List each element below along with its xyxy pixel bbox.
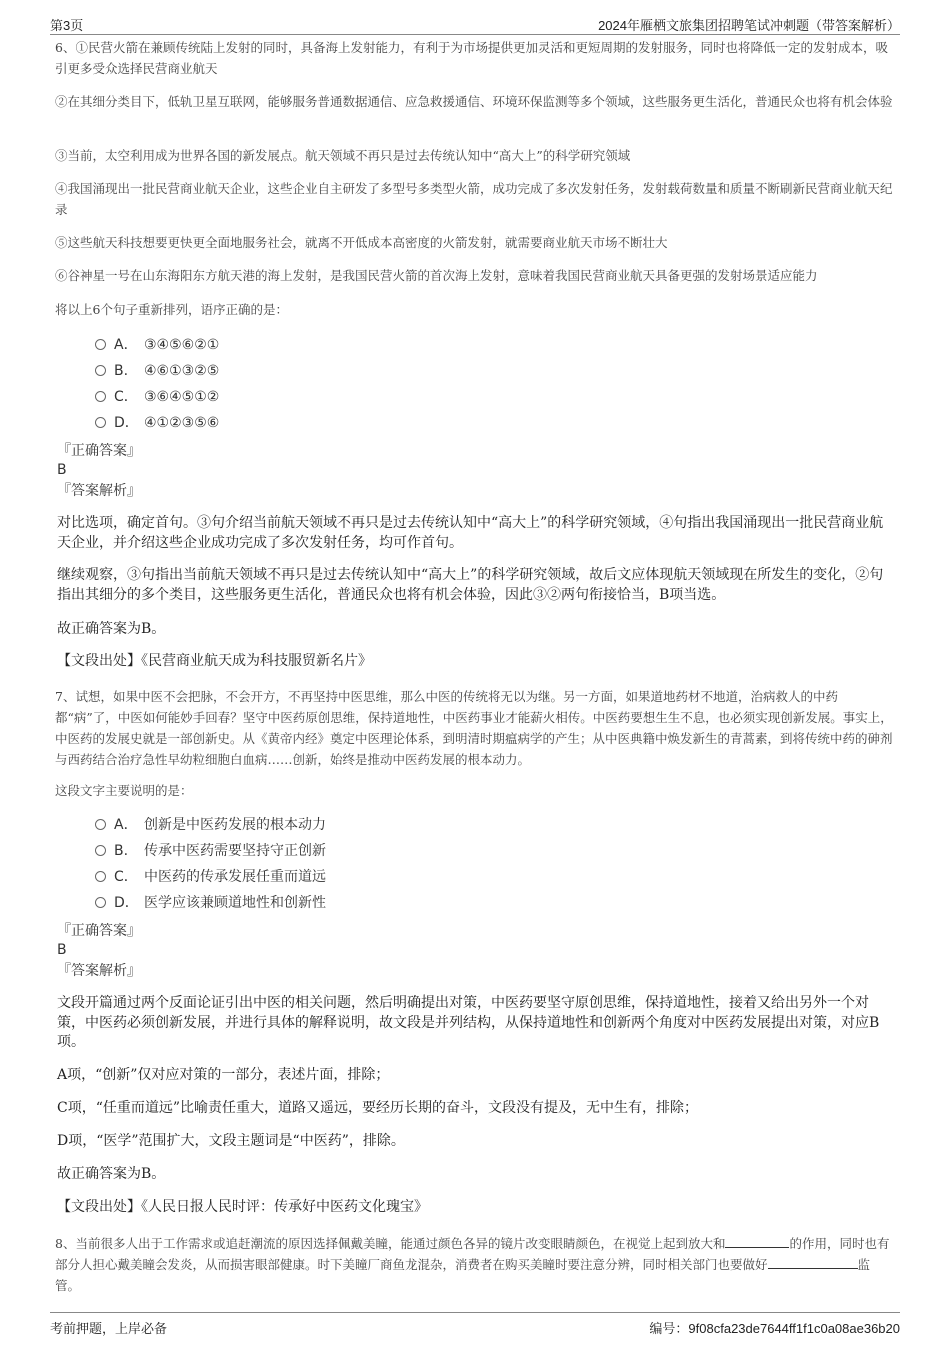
- page-header: [50, 12, 900, 35]
- page-footer: [50, 1312, 900, 1335]
- option-text: 医学应该兼顾道地性和创新性: [144, 895, 326, 911]
- radio-icon[interactable]: [95, 365, 106, 376]
- q6-sentence-6: ⑥谷神星一号在山东海阳东方航天港的海上发射，是我国民营火箭的首次海上发射，意味着我国民营商业航天具备更强的发射场景适应能力: [55, 268, 818, 283]
- q7-answer-label: 『正确答案』: [57, 923, 141, 939]
- q7-option-b[interactable]: [95, 841, 326, 861]
- q6-analysis-label: 『答案解析』: [57, 483, 141, 499]
- option-text: 创新是中医药发展的根本动力: [144, 817, 326, 833]
- radio-icon[interactable]: [95, 391, 106, 402]
- q6-analysis-p2: 继续观察，③句指出当前航天领域不再只是过去传统认知中“高大上”的科学研究领域，故后文应体现航天领域现在所发生的变化，②句指出其细分的多个类目，这些服务更生活化，普通民众也将有机会体验，因此③②两句衔接恰当，B项当选。: [57, 567, 884, 603]
- q6-option-b[interactable]: [95, 361, 219, 381]
- q7-analysis-p4: D项，“医学”范围扩大，文段主题词是“中医药”，排除。: [57, 1133, 405, 1149]
- q8-text-2: 的作用，同时也有部分人担心戴美瞳会发炎，从而损害眼部健康。时下美瞳厂商鱼龙混杂，消费者在购买美瞳时要注意分辨，同时相关部门也要做好: [55, 1236, 890, 1272]
- q7-analysis-p2: A项，“创新”仅对应对策的一部分，表述片面，排除；: [57, 1067, 390, 1083]
- radio-icon[interactable]: [95, 897, 106, 908]
- q6-sentence-1: 6、①民营火箭在兼顾传统陆上发射的同时，具备海上发射能力，有利于为市场提供更加灵活和更短周期的发射服务，同时也将降低一定的发射成本，吸引更多受众选择民营商业航天: [55, 40, 888, 76]
- q7-answer: B: [57, 942, 67, 958]
- option-text: ④⑥①③②⑤: [144, 363, 220, 379]
- q6-answer-label: 『正确答案』: [57, 443, 141, 459]
- option-key: A．: [114, 337, 138, 353]
- q6-option-d[interactable]: [95, 413, 219, 433]
- option-key: C．: [114, 869, 138, 885]
- radio-icon[interactable]: [95, 417, 106, 428]
- q7-analysis-label: 『答案解析』: [57, 963, 141, 979]
- option-text: 传承中医药需要坚持守正创新: [144, 843, 326, 859]
- q7-analysis-p3: C项，“任重而道远”比喻责任重大，道路又遥远，要经历长期的奋斗，文段没有提及，无中生有，排除；: [57, 1100, 699, 1116]
- q8-text-1: 8、当前很多人出于工作需求或追赶潮流的原因选择佩戴美瞳，能通过颜色各异的镜片改变眼睛颜色，在视觉上起到放大和: [55, 1236, 726, 1251]
- q7-option-a[interactable]: [95, 815, 326, 835]
- q6-sentence-2: ②在其细分类目下，低轨卫星互联网，能够服务普通数据通信、应急救援通信、环境环保监测等多个领域，这些服务更生活化，普通民众也将有机会体验: [55, 94, 893, 109]
- q6-option-c[interactable]: [95, 387, 219, 407]
- q7-prompt: 这段文字主要说明的是：: [55, 783, 193, 798]
- q6-sentence-4: ④我国涌现出一批民营商业航天企业，这些企业自主研发了多型号多类型火箭，成功完成了多次发射任务，发射载荷数量和质量不断刷新民营商业航天纪录: [55, 181, 893, 217]
- footer-slogan: 考前押题，上岸必备: [50, 1321, 168, 1336]
- page-number: 第3页: [50, 18, 84, 33]
- q6-analysis-p1: 对比选项，确定首句。③句介绍当前航天领域不再只是过去传统认知中“高大上”的科学研究领域，④句指出我国涌现出一批民营商业航天企业，并介绍这些企业成功完成了多次发射任务，均可作首句。: [57, 515, 884, 551]
- q8-blank-1[interactable]: [725, 1235, 789, 1248]
- option-key: C．: [114, 389, 138, 405]
- q7-source: 【文段出处】《人民日报人民时评：传承好中医药文化瑰宝》: [57, 1199, 428, 1215]
- q7-stem: 7、试想，如果中医不会把脉，不会开方，不再坚持中医思维，那么中医的传统将无以为继。另一方面，如果道地药材不地道，治病救人的中药都“病”了，中医如何能妙手回春？坚守中医药原创思维，保持道地性，中医药事业才能薪火相传。中医药要想生生不息，也必须实现创新发展。事实上，中医药的发展史就是一部创新史。从《黄帝内经》奠定中医理论体系，到明清时期瘟病学的产生；从中医典籍中焕发新生的青蒿素，到将传统中药的砷剂与西药结合治疗急性早幼粒细胞白血病……创新，始终是推动中医药发展的根本动力。: [55, 689, 893, 767]
- document-code: 编号：9f08cfa23de7644ff1f1c0a08ae36b20: [649, 1321, 900, 1336]
- q6-answer: B: [57, 462, 67, 478]
- option-key: D．: [114, 415, 139, 431]
- q6-source: 【文段出处】《民营商业航天成为科技服贸新名片》: [57, 653, 372, 669]
- q8-blank-2[interactable]: [768, 1256, 858, 1269]
- q6-sentence-5: ⑤这些航天科技想要更快更全面地服务社会，就离不开低成本高密度的火箭发射，就需要商业航天市场不断壮大: [55, 235, 668, 250]
- q7-analysis-p5: 故正确答案为B。: [57, 1166, 166, 1182]
- q6-prompt: 将以上6个句子重新排列，语序正确的是：: [55, 302, 288, 317]
- radio-icon[interactable]: [95, 845, 106, 856]
- q6-sentence-3: ③当前，太空利用成为世界各国的新发展点。航天领域不再只是过去传统认知中“高大上”的科学研究领域: [55, 148, 631, 163]
- option-text: ③⑥④⑤①②: [144, 389, 220, 405]
- q8-stem: [55, 1233, 895, 1296]
- option-text: 中医药的传承发展任重而道远: [144, 869, 326, 885]
- q7-option-d[interactable]: [95, 893, 326, 913]
- q6-analysis-p3: 故正确答案为B。: [57, 621, 166, 637]
- option-key: B.: [114, 843, 129, 859]
- radio-icon[interactable]: [95, 339, 106, 350]
- option-key: D．: [114, 895, 139, 911]
- option-key: B.: [114, 363, 129, 379]
- radio-icon[interactable]: [95, 819, 106, 830]
- option-text: ④①②③⑤⑥: [144, 415, 220, 431]
- q8-text-3: 监管。: [55, 1257, 871, 1293]
- q6-option-a[interactable]: [95, 335, 219, 355]
- q7-analysis-p1: 文段开篇通过两个反面论证引出中医的相关问题，然后明确提出对策，中医药要坚守原创思维，保持道地性，接着又给出另外一个对策，中医药必须创新发展，并进行具体的解释说明，故文段是并列结构，从保持道地性和创新两个角度对中医药发展提出对策，对应B项。: [57, 995, 880, 1050]
- document-title: 2024年雁栖文旅集团招聘笔试冲刺题（带答案解析）: [598, 18, 900, 33]
- option-key: A．: [114, 817, 138, 833]
- radio-icon[interactable]: [95, 871, 106, 882]
- option-text: ③④⑤⑥②①: [144, 337, 220, 353]
- q7-option-c[interactable]: [95, 867, 326, 887]
